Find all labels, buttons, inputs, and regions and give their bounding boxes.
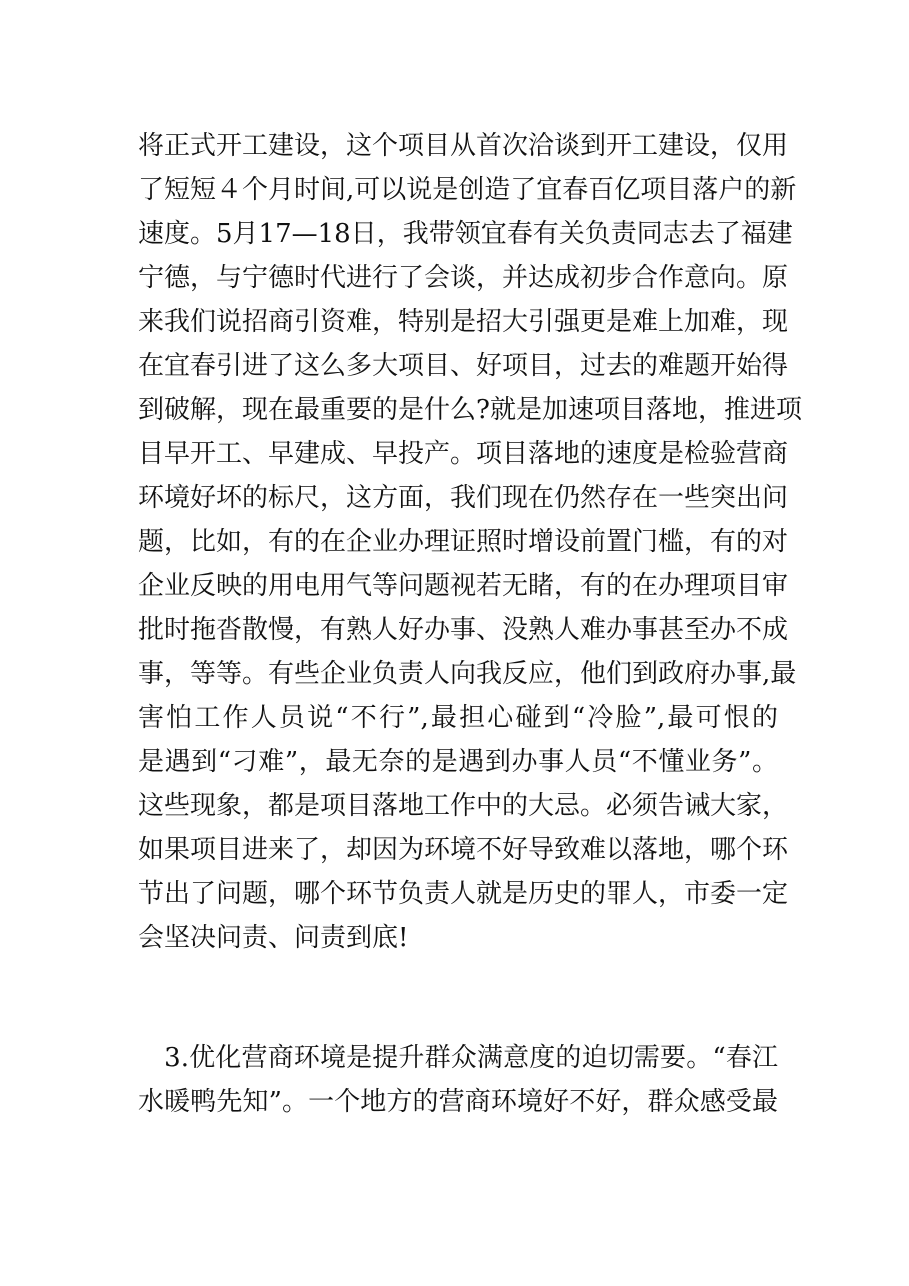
- text-line: 将正式开工建设，这个项目从首次洽谈到开工建设，仅用: [138, 131, 789, 161]
- text-line: 是遇到“刁难”，最无奈的是遇到办事人员“不懂业务”。: [138, 747, 778, 777]
- text-line: 速度。5月17—18日，我带领宜春有关负责同志去了福建: [138, 219, 793, 249]
- text-line: 批时拖沓散慢，有熟人好办事、没熟人难办事甚至办不成: [138, 615, 789, 645]
- text-line: 3.优化营商环境是提升群众满意度的迫切需要。“春江: [138, 1043, 778, 1073]
- text-line: 宁德，与宁德时代进行了会谈，并达成初步合作意向。原: [138, 263, 789, 293]
- text-line: 环境好坏的标尺，这方面，我们现在仍然存在一些突出问: [138, 483, 789, 513]
- text-line: 如果项目进来了，却因为环境不好导致难以落地，哪个环: [138, 835, 789, 865]
- text-line: 这些现象，都是项目落地工作中的大忌。必须告诫大家，: [138, 791, 789, 821]
- text-line: 目早开工、早建成、早投产。项目落地的速度是检验营商: [138, 439, 789, 469]
- paragraph-2: [138, 1036, 778, 1124]
- text-line: 到破解，现在最重要的是什么?就是加速项目落地，推进项: [138, 395, 802, 425]
- text-line: 题，比如，有的在企业办理证照时增设前置门槛，有的对: [138, 527, 789, 557]
- text-line: 来我们说招商引资难，特别是招大引强更是难上加难，现: [138, 307, 789, 337]
- text-line: 了短短４个月时间,可以说是创造了宜春百亿项目落户的新: [138, 175, 797, 205]
- text-line: 企业反映的用电用气等问题视若无睹，有的在办理项目审: [138, 571, 789, 601]
- paragraph-1: [138, 124, 802, 960]
- text-line: 在宜春引进了这么多大项目、好项目，过去的难题开始得: [138, 351, 789, 381]
- text-line: 害怕工作人员说“不行”,最担心碰到“冷脸”,最可恨的: [138, 703, 778, 733]
- text-line: 节出了问题，哪个环节负责人就是历史的罪人，市委一定: [138, 879, 789, 909]
- text-line: 会坚决问责、问责到底!: [138, 923, 409, 953]
- text-line: 水暖鸭先知”。一个地方的营商环境好不好，群众感受最: [138, 1087, 778, 1117]
- text-line: 事，等等。有些企业负责人向我反应，他们到政府办事,最: [138, 659, 797, 689]
